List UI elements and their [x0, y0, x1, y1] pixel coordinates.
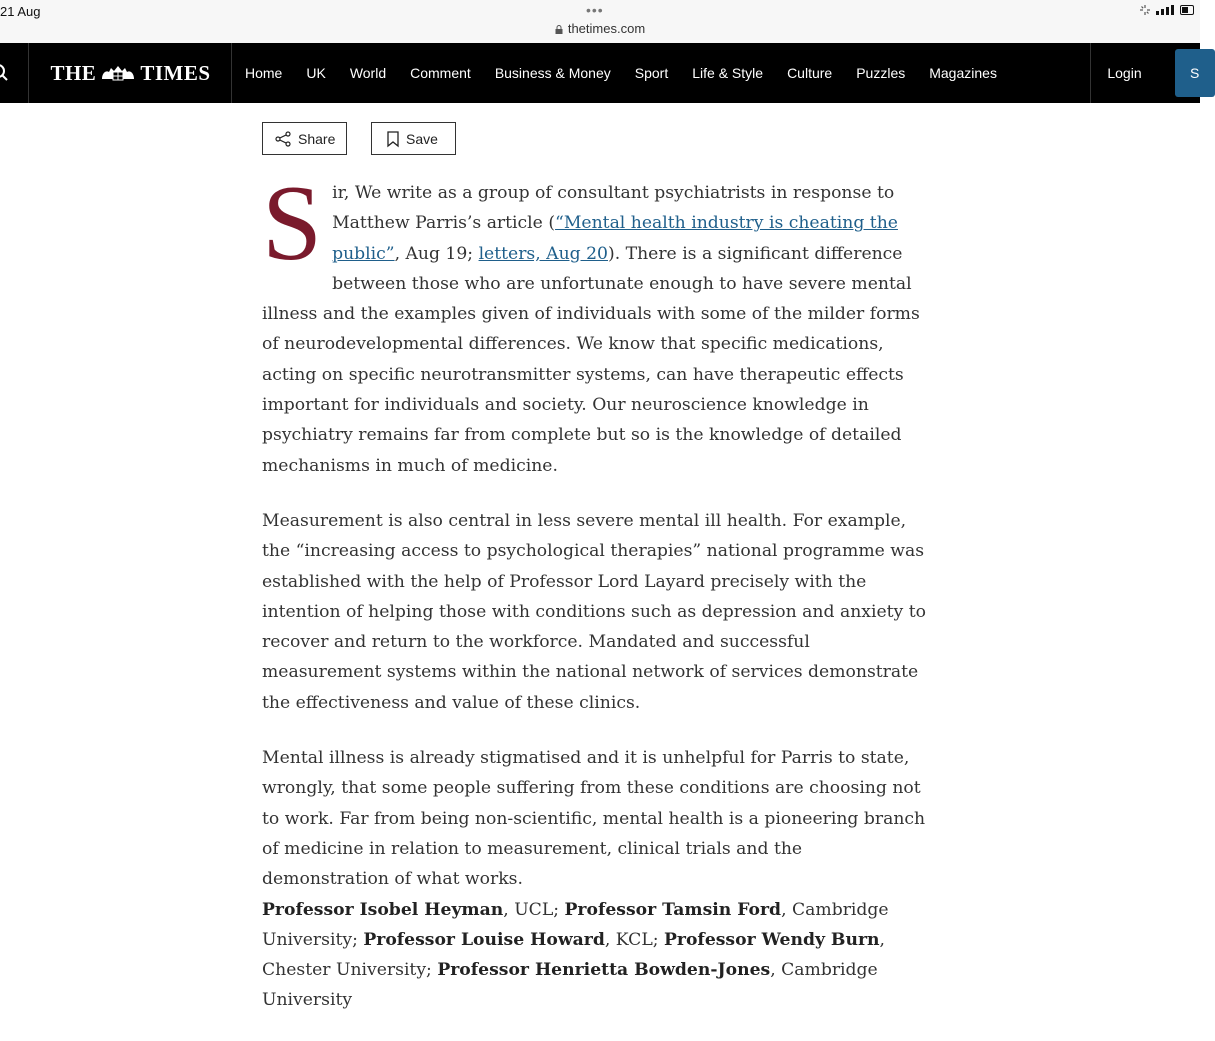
- times-logo[interactable]: [30, 43, 232, 103]
- royal-crest-icon: [99, 63, 137, 83]
- article-body: [262, 164, 934, 1041]
- save-button[interactable]: [371, 122, 456, 155]
- url-bar[interactable]: [0, 21, 1200, 36]
- status-bar: [0, 0, 1200, 43]
- status-time: 21 Aug: [0, 4, 41, 19]
- article-link-letters[interactable]: letters, Aug 20: [478, 243, 608, 264]
- paragraph-3: Mental illness is already stigmatised and it is unhelpful for Parris to state, wrongly, that some people suffering from these conditions are choosing not to work. Far from being non-scientific, mental health is a pioneering branch of medicine in relation to measurement, clinical trials and the demonstration of what works.: [262, 748, 926, 890]
- search-button[interactable]: [0, 43, 29, 103]
- signatory-name: Professor Tamsin Ford: [564, 899, 782, 920]
- save-label: Save: [406, 130, 438, 147]
- signatories: [262, 895, 934, 1016]
- signatory-affiliation: , Chester University;: [262, 929, 885, 981]
- subscribe-button[interactable]: S: [1175, 49, 1215, 97]
- paragraph-1: [262, 164, 934, 481]
- p1-intro: ir, We write as a group of consultant psychiatrists in response to Matthew Parris’s article (: [332, 183, 895, 234]
- more-dots-icon[interactable]: •••: [586, 2, 604, 18]
- nav-item-sport[interactable]: Sport: [634, 65, 669, 81]
- nav-item-magazines[interactable]: Magazines: [929, 65, 997, 81]
- nav-item-life-style[interactable]: Life & Style: [692, 65, 764, 81]
- logo-text-the: THE: [50, 60, 97, 85]
- nav-item-culture[interactable]: Culture: [787, 65, 833, 81]
- signatory-name: Professor Louise Howard: [363, 929, 605, 950]
- nav-item-uk[interactable]: UK: [306, 65, 326, 81]
- signatory-name: Professor Isobel Heyman: [262, 899, 504, 920]
- signatory-affiliation: , UCL;: [503, 899, 565, 920]
- nav-item-puzzles[interactable]: Puzzles: [856, 65, 906, 81]
- login-button[interactable]: Login: [1090, 43, 1158, 103]
- share-icon: [275, 131, 291, 147]
- nav-item-business-money[interactable]: Business & Money: [494, 65, 611, 81]
- signatory-affiliation: , Cambridge University;: [262, 899, 889, 950]
- nav-item-world[interactable]: World: [349, 65, 387, 81]
- share-button[interactable]: [262, 122, 347, 155]
- lock-icon: [555, 25, 563, 34]
- p1-rest: ). There is a significant difference between those who are unfortunate enough to have severe mental illness and the examples given of individuals with some of the milder forms of neurodevelopmental differences. We know that specific medications, acting on specific neurotransmitter systems, can have therapeutic effects important for individuals and society. Our neuroscience knowledge in psychiatry remains far from complete but so is the knowledge of detailed mechanisms in much of medicine.: [262, 243, 920, 476]
- bookmark-icon: [387, 131, 399, 147]
- drop-cap: S: [262, 164, 323, 283]
- nav-item-comment[interactable]: Comment: [410, 65, 471, 81]
- signatory-affiliation: , Cambridge University: [262, 960, 878, 1011]
- top-navigation: [0, 43, 1200, 103]
- url-text: thetimes.com: [567, 21, 646, 36]
- nav-item-home[interactable]: Home: [245, 65, 283, 81]
- signatory-name: Professor Henrietta Bowden-Jones: [437, 960, 771, 981]
- nav-menu: [233, 43, 1009, 103]
- loading-icon: [1140, 5, 1150, 15]
- signatory-name: Professor Wendy Burn: [663, 929, 880, 950]
- cellular-signal-icon: [1156, 5, 1174, 15]
- paragraph-2: Measurement is also central in less severe mental ill health. For example, the “increasing access to psychological therapies” national programme was established with the help of Professor Lord Layard precisely with the intention of helping those with conditions such as depression and anxiety to recover and return to the workforce. Mandated and successful measurement systems within the national network of services demonstrate the effectiveness and value of these clinics.: [262, 510, 926, 713]
- search-icon: [0, 43, 29, 103]
- battery-icon: [1180, 5, 1194, 15]
- status-indicators: [1140, 5, 1194, 15]
- p1-mid: , Aug 19;: [394, 243, 479, 264]
- logo-text-times: TIMES: [140, 60, 211, 85]
- signatory-affiliation: , KCL;: [604, 929, 664, 950]
- article-link-mental-health[interactable]: “Mental health industry is cheating the public”: [332, 213, 898, 264]
- share-label: Share: [298, 130, 336, 147]
